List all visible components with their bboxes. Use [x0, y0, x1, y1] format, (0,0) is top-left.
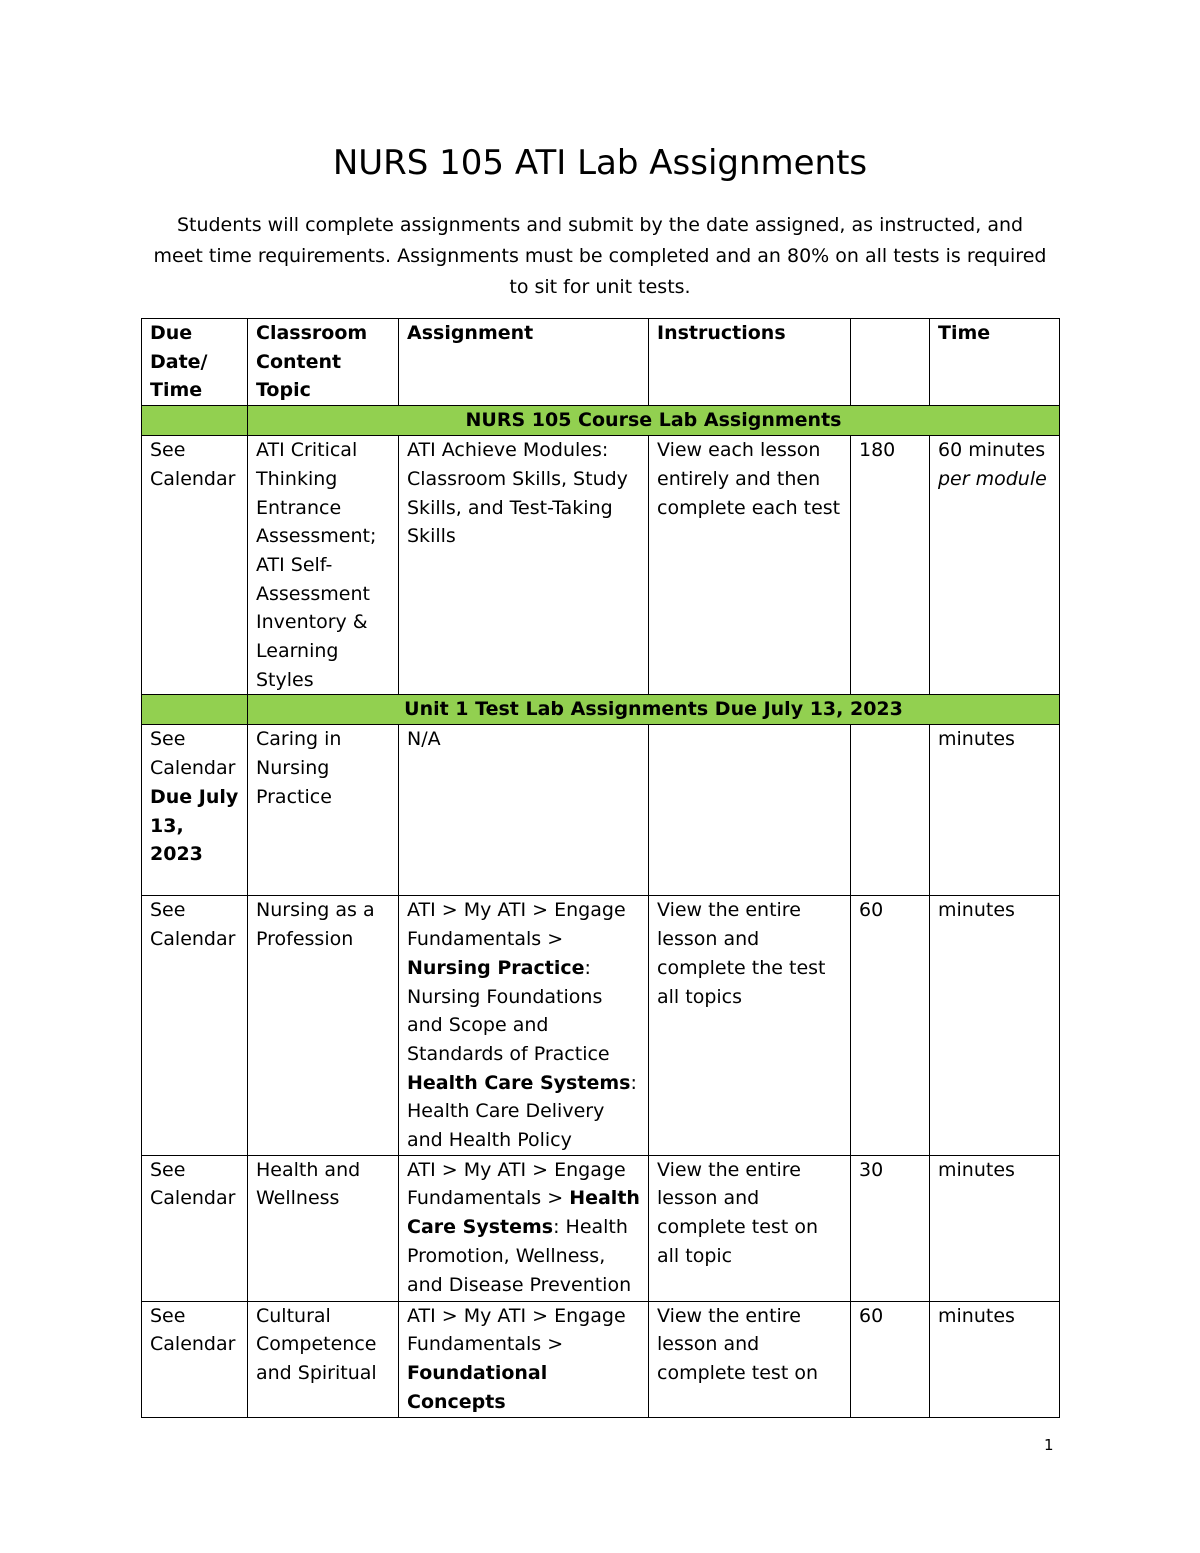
due-date: Due July 13, 2023 [150, 785, 239, 866]
header-instructions: Instructions [649, 319, 851, 406]
cell-time: minutes [930, 1301, 1060, 1417]
time-value: 60 minutes [938, 439, 1046, 462]
table-row [142, 896, 1060, 1155]
table-row [142, 725, 1060, 896]
assignment-topics: : Health Promotion, Wellness, and Disease Prevention [407, 1216, 632, 1296]
cell-assignment: ATI Achieve Modules: Classroom Skills, Study Skills, and Test-Taking Skills [399, 436, 649, 695]
assignment-category: Health Care Systems [407, 1187, 640, 1239]
cell-instructions [649, 725, 851, 896]
cell-count: 60 [851, 1301, 930, 1417]
cell-instructions: View the entire lesson and complete test on all topic [649, 1155, 851, 1301]
cell-due: See Calendar [142, 1155, 248, 1301]
cell-assignment [399, 896, 649, 1155]
cell-instructions: View each lesson entirely and then complete each test [649, 436, 851, 695]
page-title: NURS 105 ATI Lab Assignments [332, 143, 868, 183]
section-row-course [142, 406, 1060, 436]
cell-due: See Calendar [142, 436, 248, 695]
section-row-unit1 [142, 695, 1060, 725]
cell-instructions: View the entire lesson and complete the test all topics [649, 896, 851, 1155]
header-due-date: Due Date/ Time [142, 319, 248, 406]
intro-paragraph: Students will complete assignments and submit by the date assigned, as instructed, and meet time requirements. Assignments must be completed and an 80% on all tests is required to sit for unit tests. [153, 214, 1047, 298]
cell-assignment: N/A [399, 725, 649, 896]
table-header-row [142, 319, 1060, 406]
assignment-topics: : Health Care Delivery and Health Policy [407, 1071, 637, 1152]
header-blank [851, 319, 930, 406]
cell-time: minutes [930, 896, 1060, 1155]
table-row [142, 436, 1060, 695]
assignment-category: Nursing Practice [407, 956, 585, 979]
assignment-path: ATI > My ATI > Engage Fundamentals > [407, 899, 626, 951]
header-time: Time [930, 319, 1060, 406]
cell-due: See Calendar [142, 896, 248, 1155]
cell-count: 60 [851, 896, 930, 1155]
assignment-topics: : Nursing Foundations and Scope and Standards of Practice [407, 956, 610, 1065]
cell-count: 180 [851, 436, 930, 695]
cell-topic: Health and Wellness [248, 1155, 399, 1301]
time-qualifier: per module [938, 467, 1047, 490]
assignments-table [141, 318, 1060, 1418]
cell-instructions: View the entire lesson and complete test on [649, 1301, 851, 1417]
cell-count [851, 725, 930, 896]
section-title-course: NURS 105 Course Lab Assignments [248, 406, 1060, 436]
assignment-path: ATI > My ATI > Engage Fundamentals > [407, 1158, 626, 1210]
cell-time [930, 436, 1060, 695]
header-assignment: Assignment [399, 319, 649, 406]
assignment-path: ATI > My ATI > Engage Fundamentals > [407, 1304, 626, 1356]
section-title-unit1: Unit 1 Test Lab Assignments Due July 13, 2023 [248, 695, 1060, 725]
assignment-category: Foundational Concepts [407, 1362, 548, 1413]
assignment-category: Health Care Systems [407, 1071, 631, 1094]
header-topic: Classroom Content Topic [248, 319, 399, 406]
table-row [142, 1301, 1060, 1417]
cell-due: See Calendar [142, 1301, 248, 1417]
cell-topic: Cultural Competence and Spiritual [248, 1301, 399, 1417]
cell-assignment [399, 1155, 649, 1301]
due-calendar: See Calendar [150, 728, 236, 780]
cell-topic: Nursing as a Profession [248, 896, 399, 1155]
cell-time: minutes [930, 1155, 1060, 1301]
section-spacer [142, 406, 248, 436]
cell-topic: Caring in Nursing Practice [248, 725, 399, 896]
cell-count: 30 [851, 1155, 930, 1301]
section-spacer [142, 695, 248, 725]
cell-due [142, 725, 248, 896]
page-number: 1 [1044, 1436, 1054, 1454]
cell-topic: ATI Critical Thinking Entrance Assessment; ATI Self-Assessment Inventory & Learning Styles [248, 436, 399, 695]
cell-assignment [399, 1301, 649, 1417]
cell-time: minutes [930, 725, 1060, 896]
table-row [142, 1155, 1060, 1301]
